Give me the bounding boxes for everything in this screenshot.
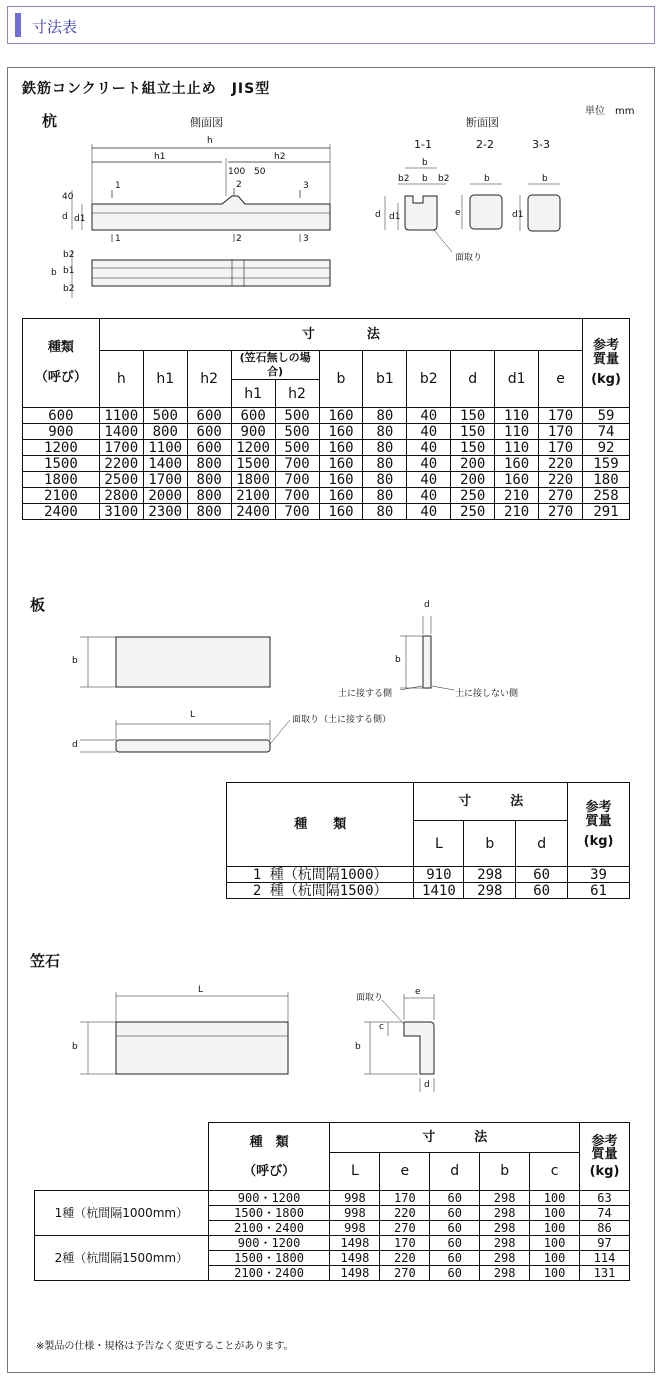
kui-type-header (23, 319, 100, 408)
table-cell: 250 (451, 488, 495, 504)
table-cell: 60 (430, 1221, 480, 1236)
table-cell: 110 (495, 408, 539, 424)
table-cell: 600 (23, 408, 100, 424)
marker-3-bottom: 3 (303, 234, 309, 244)
table-cell: 3100 (99, 504, 143, 520)
kasaishi-section-dim-b: b (355, 1042, 361, 1052)
ita-col-b: b (464, 821, 516, 867)
table-cell: 40 (407, 472, 451, 488)
table-cell: 160 (319, 472, 363, 488)
table-cell: 700 (275, 488, 319, 504)
table-cell: 40 (407, 488, 451, 504)
ita-ref-header-unit: (kg) (583, 833, 614, 849)
kui-type-header-sub: （呼び） (34, 370, 87, 385)
table-cell: 60 (430, 1251, 480, 1266)
ita-section-title: 板 (30, 596, 46, 614)
table-cell: 220 (380, 1206, 430, 1221)
cross-label-3: 3-3 (532, 138, 550, 151)
table-cell: 170 (539, 424, 583, 440)
table-cell: 1100 (143, 440, 187, 456)
cross-label-2: 2-2 (476, 138, 494, 151)
table-cell: 298 (480, 1251, 530, 1266)
cross2-dim-b: b (484, 174, 490, 184)
marker-1-top: 1 (115, 181, 121, 191)
table-cell: 1500・1800 (208, 1206, 330, 1221)
table-cell: 2000 (143, 488, 187, 504)
table-cell: 170 (380, 1236, 430, 1251)
kui-col-b: b (319, 351, 363, 408)
table-cell: 1498 (330, 1236, 380, 1251)
dim-h2: h2 (274, 152, 286, 162)
cross3-dim-d1: d1 (512, 210, 524, 220)
table-cell: 159 (582, 456, 629, 472)
table-cell: 40 (407, 456, 451, 472)
table-cell: 80 (363, 472, 407, 488)
table-cell: 291 (582, 504, 629, 520)
kasaishi-col-b: b (480, 1153, 530, 1191)
table-cell: 298 (480, 1221, 530, 1236)
kui-col-h1: h1 (143, 351, 187, 408)
dim-b: b (51, 268, 57, 278)
kasaishi-dim-e: e (415, 987, 421, 997)
table-cell: 1500 (23, 456, 100, 472)
table-cell: 150 (451, 440, 495, 456)
kasaishi-table-body (35, 1191, 630, 1281)
table-cell: 998 (330, 1206, 380, 1221)
table-cell: 1500 (231, 456, 275, 472)
table-cell: 250 (451, 504, 495, 520)
kui-ref-header (582, 319, 629, 408)
kui-dims-header: 寸 法 (99, 319, 582, 351)
kui-col-d1: d1 (495, 351, 539, 408)
kasaishi-type-header (208, 1123, 330, 1191)
kui-table-body (23, 408, 630, 520)
dim-b2-bottom: b2 (63, 284, 75, 294)
table-cell: 1200 (231, 440, 275, 456)
table-cell: 910 (414, 867, 464, 883)
kui-col-h: h (99, 351, 143, 408)
kasaishi-col-L: L (330, 1153, 380, 1191)
table-cell: 2200 (99, 456, 143, 472)
kui-col-e: e (539, 351, 583, 408)
table-cell: 500 (275, 424, 319, 440)
table-row (23, 440, 630, 456)
cross-dim-b: b (422, 158, 428, 168)
kui-subheader-kasaishi-nashi: (笠石無しの場合) (231, 351, 319, 380)
table-cell: 270 (380, 1221, 430, 1236)
table-cell: 2500 (99, 472, 143, 488)
main-title: 鉄筋コンクリート組立土止め JIS型 (22, 81, 271, 97)
dim-b2-top: b2 (63, 250, 75, 260)
page-title: 寸法表 (32, 18, 78, 36)
table-row (35, 1191, 630, 1206)
table-cell: 258 (582, 488, 629, 504)
kasaishi-table-blank (35, 1123, 209, 1191)
table-cell: 298 (464, 883, 516, 899)
table-cell: 110 (495, 424, 539, 440)
kasaishi-dim-L: L (198, 985, 204, 995)
header-accent-bar (15, 13, 21, 37)
table-cell: 270 (539, 504, 583, 520)
kui-type-header-main: 種類 (47, 340, 74, 355)
table-cell: 74 (580, 1206, 630, 1221)
table-cell: 131 (580, 1266, 630, 1281)
dim-h: h (207, 136, 213, 146)
kasaishi-dim-b: b (72, 1042, 78, 1052)
cross-dim-b-inner: b (422, 174, 428, 184)
dim-h1: h1 (154, 152, 166, 162)
table-cell: 60 (430, 1191, 480, 1206)
ita-dim-b: b (72, 656, 78, 666)
kasaishi-section-title: 笠石 (30, 952, 61, 970)
table-cell: 298 (480, 1266, 530, 1281)
table-cell: 40 (407, 408, 451, 424)
footnote: ※製品の仕様・規格は予告なく変更することがあります。 (36, 1341, 294, 1352)
table-cell: 800 (143, 424, 187, 440)
table-cell: 800 (187, 472, 231, 488)
ita-soil-side-label: 土に接する側 (338, 689, 393, 699)
table-cell: 150 (451, 424, 495, 440)
cross-label-1: 1-1 (414, 138, 432, 151)
kui-table (22, 318, 630, 520)
table-cell: 80 (363, 424, 407, 440)
table-cell: 220 (380, 1251, 430, 1266)
unit-label: 単位 mm (585, 106, 635, 117)
table-cell: 60 (430, 1206, 480, 1221)
table-cell: 100 (530, 1191, 580, 1206)
table-cell: 100 (530, 1251, 580, 1266)
kasaishi-dims-header: 寸 法 (330, 1123, 580, 1153)
kui-col-b1: b1 (363, 351, 407, 408)
group-name-cell: 2種（杭間隔1500mm） (35, 1236, 209, 1281)
table-cell: 160 (319, 408, 363, 424)
table-cell: 160 (495, 472, 539, 488)
kui-col-h2: h2 (187, 351, 231, 408)
kui-ref-header-unit: (kg) (591, 372, 621, 387)
kasaishi-dim-d: d (424, 1080, 430, 1090)
table-cell: 1400 (143, 456, 187, 472)
ita-dims-header: 寸 法 (414, 783, 568, 821)
table-cell: 600 (187, 440, 231, 456)
table-cell: 900・1200 (208, 1191, 330, 1206)
table-cell: 2100・2400 (208, 1221, 330, 1236)
table-cell: 160 (319, 504, 363, 520)
kui-col-d: d (451, 351, 495, 408)
table-cell: 1800 (231, 472, 275, 488)
table-cell: 100 (530, 1221, 580, 1236)
cross-dim-d1: d1 (389, 212, 401, 222)
table-cell: 220 (539, 456, 583, 472)
cross3-dim-b: b (542, 174, 548, 184)
ita-col-L: L (414, 821, 464, 867)
table-cell: 86 (580, 1221, 630, 1236)
table-cell: 1100 (99, 408, 143, 424)
table-cell: 210 (495, 504, 539, 520)
table-cell: 160 (319, 456, 363, 472)
ita-section-dim-b: b (395, 655, 401, 665)
table-cell: 298 (480, 1236, 530, 1251)
table-cell: 100 (530, 1236, 580, 1251)
table-cell: 1400 (99, 424, 143, 440)
table-cell: 2 種（杭間隔1500） (227, 883, 414, 899)
table-cell: 270 (380, 1266, 430, 1281)
table-cell: 80 (363, 440, 407, 456)
table-cell: 180 (582, 472, 629, 488)
dim-b1: b1 (63, 266, 75, 276)
kui-col-sub-h1: h1 (231, 380, 275, 408)
kasaishi-col-c: c (530, 1153, 580, 1191)
cross-view-label: 断面図 (466, 116, 499, 129)
table-cell: 2800 (99, 488, 143, 504)
kasaishi-ref-header (580, 1123, 630, 1191)
table-cell: 500 (275, 408, 319, 424)
table-cell: 160 (319, 440, 363, 456)
table-cell: 900・1200 (208, 1236, 330, 1251)
kasaishi-ref-header-main: 参考 質量 (591, 1134, 618, 1162)
ita-table (226, 782, 630, 899)
table-cell: 60 (516, 883, 568, 899)
table-row (23, 504, 630, 520)
table-cell: 900 (231, 424, 275, 440)
dim-50: 50 (254, 167, 266, 177)
table-cell: 40 (407, 504, 451, 520)
table-cell: 1498 (330, 1266, 380, 1281)
kui-section-title: 杭 (42, 112, 58, 130)
ita-ref-header-main: 参考 質量 (585, 799, 612, 829)
kasaishi-col-d: d (430, 1153, 480, 1191)
kui-col-b2: b2 (407, 351, 451, 408)
table-cell: 800 (187, 504, 231, 520)
cross2-dim-e: e (455, 208, 461, 218)
table-cell: 97 (580, 1236, 630, 1251)
table-cell: 2300 (143, 504, 187, 520)
table-cell: 2100・2400 (208, 1266, 330, 1281)
kasaishi-chamfer-label: 面取り (356, 993, 384, 1003)
table-cell: 40 (407, 424, 451, 440)
table-cell: 160 (319, 424, 363, 440)
ita-non-soil-side-label: 土に接しない側 (455, 689, 519, 699)
table-cell: 63 (580, 1191, 630, 1206)
marker-3-top: 3 (303, 181, 309, 191)
ita-ref-header (568, 783, 630, 867)
table-cell: 80 (363, 408, 407, 424)
table-cell: 170 (539, 408, 583, 424)
table-cell: 170 (539, 440, 583, 456)
table-row (23, 472, 630, 488)
table-cell: 1200 (23, 440, 100, 456)
ita-section-dim-d: d (424, 600, 430, 610)
table-row (227, 883, 630, 899)
dim-d1: d1 (74, 214, 86, 224)
table-cell: 1410 (414, 883, 464, 899)
table-cell: 40 (407, 440, 451, 456)
kasaishi-type-header-main: 種 類 (249, 1134, 289, 1150)
table-cell: 170 (380, 1191, 430, 1206)
group-name-cell: 1種（杭間隔1000mm） (35, 1191, 209, 1236)
table-cell: 160 (319, 488, 363, 504)
side-view-label: 側面図 (190, 116, 223, 129)
table-cell: 114 (580, 1251, 630, 1266)
table-row (23, 424, 630, 440)
table-cell: 800 (187, 488, 231, 504)
table-cell: 1498 (330, 1251, 380, 1266)
dim-100: 100 (228, 167, 246, 177)
ita-table-body (227, 867, 630, 899)
table-cell: 60 (430, 1236, 480, 1251)
table-cell: 100 (530, 1266, 580, 1281)
table-cell: 298 (480, 1191, 530, 1206)
table-cell: 600 (187, 424, 231, 440)
kasaishi-col-e: e (380, 1153, 430, 1191)
table-row (35, 1236, 630, 1251)
table-cell: 60 (430, 1266, 480, 1281)
table-cell: 39 (568, 867, 630, 883)
table-cell: 210 (495, 488, 539, 504)
table-cell: 800 (187, 456, 231, 472)
ita-col-d: d (516, 821, 568, 867)
table-cell: 1500・1800 (208, 1251, 330, 1266)
kasaishi-table (34, 1122, 630, 1281)
cross-dim-d: d (375, 210, 381, 220)
table-cell: 270 (539, 488, 583, 504)
table-cell: 60 (516, 867, 568, 883)
table-cell: 160 (495, 456, 539, 472)
table-cell: 92 (582, 440, 629, 456)
table-cell: 2400 (231, 504, 275, 520)
table-cell: 80 (363, 456, 407, 472)
table-cell: 998 (330, 1191, 380, 1206)
dim-40: 40 (62, 192, 74, 202)
table-cell: 900 (23, 424, 100, 440)
chamfer-label-kui: 面取り (455, 253, 483, 263)
table-cell: 298 (464, 867, 516, 883)
marker-1-bottom: 1 (115, 234, 121, 244)
table-cell: 700 (275, 456, 319, 472)
table-cell: 200 (451, 472, 495, 488)
table-cell: 1700 (99, 440, 143, 456)
table-cell: 150 (451, 408, 495, 424)
page-header (7, 6, 655, 44)
table-row (23, 408, 630, 424)
table-cell: 1800 (23, 472, 100, 488)
kasaishi-type-header-sub: （呼び） (243, 1163, 296, 1179)
kui-ref-header-main: 参考 質量 (592, 338, 619, 367)
ita-type-header: 種 類 (227, 783, 414, 867)
table-cell: 220 (539, 472, 583, 488)
kasaishi-dim-c: c (379, 1022, 384, 1032)
marker-2-top: 2 (236, 180, 242, 190)
table-cell: 59 (582, 408, 629, 424)
table-row (23, 488, 630, 504)
table-cell: 200 (451, 456, 495, 472)
ita-bottom-dim-d: d (72, 740, 78, 750)
ita-dim-L: L (190, 710, 196, 720)
table-cell: 110 (495, 440, 539, 456)
table-cell: 700 (275, 504, 319, 520)
table-cell: 2400 (23, 504, 100, 520)
table-cell: 600 (187, 408, 231, 424)
table-cell: 80 (363, 504, 407, 520)
table-cell: 80 (363, 488, 407, 504)
table-cell: 298 (480, 1206, 530, 1221)
table-cell: 2100 (23, 488, 100, 504)
cross-dim-b2-right: b2 (438, 174, 450, 184)
table-cell: 1 種（杭間隔1000） (227, 867, 414, 883)
table-cell: 100 (530, 1206, 580, 1221)
dim-d: d (62, 212, 68, 222)
marker-2-bottom: 2 (236, 234, 242, 244)
table-cell: 700 (275, 472, 319, 488)
table-cell: 998 (330, 1221, 380, 1236)
table-cell: 74 (582, 424, 629, 440)
kasaishi-ref-header-unit: (kg) (589, 1164, 620, 1179)
table-cell: 600 (231, 408, 275, 424)
cross-dim-b2-left: b2 (398, 174, 410, 184)
table-row (227, 867, 630, 883)
table-cell: 61 (568, 883, 630, 899)
table-row (23, 456, 630, 472)
ita-chamfer-note: 面取り（土に接する側） (292, 715, 392, 725)
table-cell: 500 (143, 408, 187, 424)
table-cell: 2100 (231, 488, 275, 504)
kui-col-sub-h2: h2 (275, 380, 319, 408)
table-cell: 1700 (143, 472, 187, 488)
table-cell: 500 (275, 440, 319, 456)
